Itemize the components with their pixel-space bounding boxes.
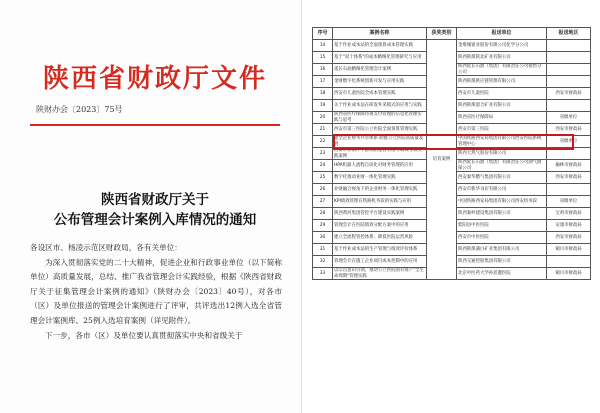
cell-no: 31	[313, 244, 333, 256]
cell-no: 15	[313, 52, 333, 64]
cell-unit: 西安秦华燃气集团有限公司	[457, 172, 547, 184]
table-row	[313, 40, 591, 52]
cell-unit: 中国铁路西安局集团有限公司西安医院系统管理中心	[457, 136, 547, 148]
cell-no: 17	[313, 76, 333, 88]
cell-unit: 西安市儿童医院	[457, 88, 547, 100]
cell-region	[547, 64, 591, 76]
header-no: 序号	[313, 28, 333, 40]
cell-no: 33	[313, 268, 333, 280]
cell-region: 省级单位	[547, 112, 591, 124]
case-table	[312, 27, 591, 280]
paragraph-1: 为深入贯彻落实党的二十大精神，促进企业和行政事业单位（以下简称单位）高质量发展，总结、推广我省管理会计实践经验，根据《陕西省财政厅关于征集管理会计案例的通知》（陕财办会〔2023〕40号），对各市（区）及单位报送的管理会计案例进行了评审，共评选出12例入选全省管理会计案例库、25例入选培育案例（详见附件）。	[30, 257, 282, 325]
cell-no: 26	[313, 184, 333, 196]
cell-unit: 西安市中医医院	[457, 232, 547, 244]
cell-no: 28	[313, 208, 333, 220]
cell-no: 25	[313, 172, 333, 184]
cell-region	[547, 100, 591, 112]
cell-no: 29	[313, 220, 333, 232]
cell-no: 30	[313, 232, 333, 244]
cell-unit: 紫阳县中医医院	[457, 220, 547, 232]
cell-name: 数字化推动业财一体化管理实践	[333, 172, 427, 184]
cell-region: 西安市财政局	[547, 232, 591, 244]
cell-region: 铜川市财政局	[547, 244, 591, 256]
cell-unit: 陕西陕煤陕北矿业有限公司	[457, 52, 547, 64]
header-category: 获奖类别	[427, 28, 457, 40]
cell-region: 宝鸡市财政局	[547, 208, 591, 220]
cell-no: 32	[313, 256, 333, 268]
header-unit: 报送单位	[457, 28, 547, 40]
paragraph-2: 下一步，各市（区）及单位要认真贯彻落实中央和省级关于	[45, 330, 243, 340]
cell-name: 健全企业财务共享体系 助推公立医院高质量发展	[333, 136, 427, 148]
cell-name: 管理会计在医院绩效分配方案中的应用	[333, 220, 427, 232]
cell-unit: 陕西陕煤蒲白矿业集团有限公司	[457, 244, 547, 256]
cell-unit: 陕西陕煤供应链管理有限公司	[457, 76, 547, 88]
cell-unit: 陕西秦岭建设集团有限公司	[457, 208, 547, 220]
cell-unit: 西安市第三医院	[457, 124, 547, 136]
cell-category: 培育案例	[427, 40, 457, 280]
cell-region: 西安市财政局	[547, 88, 591, 100]
cell-region: 省级单位	[547, 196, 591, 208]
cell-name: 关于作业成本法在研发外采模式的应用与实践	[333, 100, 427, 112]
cell-name: 基于作业成本法的全面预算成本管理实践	[333, 40, 427, 52]
document-title	[30, 190, 280, 230]
title-line-2: 公布管理会计案例入库情况的通知	[53, 212, 257, 228]
cell-no: 23	[313, 148, 333, 160]
cell-region	[547, 256, 591, 268]
header-region: 报送地区	[547, 28, 591, 40]
cell-name: 西安市儿童医院全成本管理实践	[333, 88, 427, 100]
cell-region: 西安市财政局	[547, 172, 591, 184]
cell-region	[547, 40, 591, 52]
highlight-box	[333, 134, 574, 150]
cell-unit: 陕西延长石油（集团）有限责任公司油气勘探公司	[457, 160, 547, 172]
cell-unit: 北京中医药大学孙思邈医院	[457, 268, 547, 280]
cell-region	[547, 76, 591, 88]
cell-name: 基于"双十体系"的成本精细化管理研究与应用	[333, 52, 427, 64]
cell-unit: 金堆城钼业股份有限公司化学分公司	[457, 40, 547, 52]
cell-no: 20	[313, 112, 333, 124]
cell-name: 业财融合视角下的企业财务一体化管理实践	[333, 184, 427, 196]
cell-unit: 陕西陕煤澄合矿业有限公司	[457, 100, 547, 112]
cell-name: KPI绩效管理在铁路机务段的实践与应用	[333, 196, 427, 208]
cell-unit: 中国铁路西安局集团有限公司西安机务段	[457, 196, 547, 208]
cell-name: 基于作业成本法的生产管理与绩效评价体系	[333, 244, 427, 256]
cell-name: 陕西黄河集团管控平台建设实践案例	[333, 208, 427, 220]
cell-no: 24	[313, 160, 333, 172]
cell-region	[547, 52, 591, 64]
cell-no: 21	[313, 124, 333, 136]
cell-no: 19	[313, 100, 333, 112]
cell-name: 建立全流程管控体系，降低医院运营风险	[333, 232, 427, 244]
cell-name: 西安市东南片下游铁路运营管理与绩效考核实践案例	[333, 148, 427, 160]
cell-unit: 陕西交通控股集团有限公司	[457, 256, 547, 268]
cell-no: 18	[313, 88, 333, 100]
document-header: 陕西省财政厅文件	[42, 64, 267, 93]
cell-name: 延长石油精细化管理会计案例	[333, 64, 427, 76]
title-line-1: 陕西省财政厅关于	[101, 192, 209, 208]
cell-region: 省级单位	[547, 136, 591, 148]
cell-unit: 西安市新华书店有限公司	[457, 184, 547, 196]
cell-region: 西安市财政局	[547, 124, 591, 136]
cell-no: 14	[313, 40, 333, 52]
cell-name: 陕西省医疗保障待遇支付管理的信息化管理实践与思考	[333, 112, 427, 124]
cell-unit: 陕西天然气股份有限公司	[457, 148, 547, 160]
cell-name: 以宗旨意识引领，推动公立医院国有资产"全生命周期"管理实践	[333, 268, 427, 280]
cell-unit: 陕西延长石油（集团）有限责任公司销售分公司	[457, 64, 547, 76]
cell-region: 榆林市财政局	[547, 160, 591, 172]
header-divider	[30, 124, 280, 126]
cell-unit: 陕西省医疗保障局	[457, 112, 547, 124]
header-name: 案例名称	[333, 28, 427, 40]
cell-no: 27	[313, 196, 333, 208]
cell-name: 金财数字化系统创新开发与应用实践	[333, 76, 427, 88]
attachment-page	[304, 0, 600, 413]
cell-no: 22	[313, 136, 333, 148]
cell-name: 管理会计在施工企业项目成本控制中的应用	[333, 256, 427, 268]
salutation: 各设区市、杨凌示范区财政局，各有关单位：	[30, 243, 182, 252]
cell-name: HPA机器人流程自动化对财务管理的应用	[333, 160, 427, 172]
table-header-row	[313, 28, 591, 40]
document-number: 陕财办会〔2023〕75号	[36, 105, 123, 114]
document-body	[30, 241, 282, 343]
cell-name: 西安市第三医院公立医院全面预算管理实践	[333, 124, 427, 136]
cell-no: 16	[313, 64, 333, 76]
cell-region: 安康市财政局	[547, 220, 591, 232]
cell-region	[547, 184, 591, 196]
cell-region: 铜川市财政局	[547, 268, 591, 280]
